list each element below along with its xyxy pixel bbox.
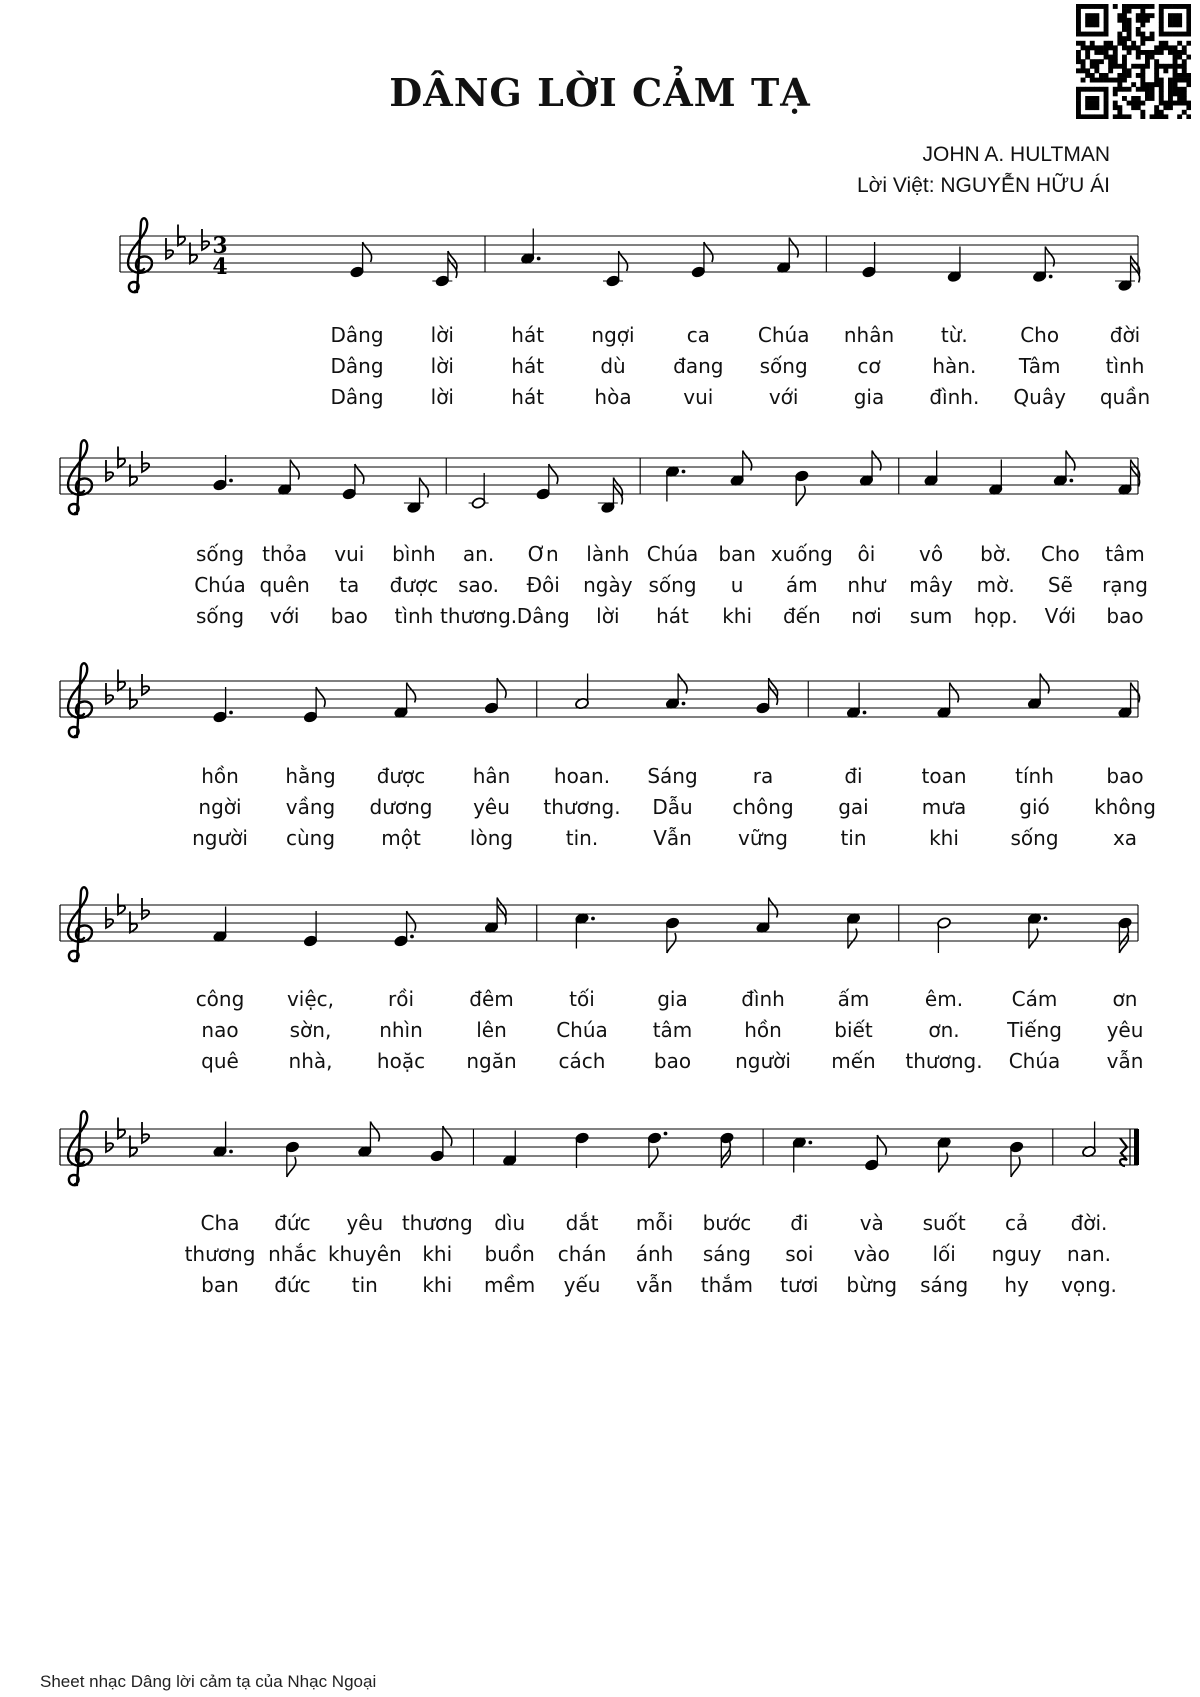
lyric-syllable: Đôi [526, 573, 560, 597]
lyric-syllable: Quây [1013, 385, 1066, 409]
lyric-syllable: bước [702, 1211, 752, 1235]
lyric-syllable: ra [752, 764, 774, 788]
lyric-syllable: vẫn [1106, 1049, 1144, 1073]
lyric-syllable: thương [401, 1211, 473, 1235]
lyric-syllable: yêu [473, 795, 510, 819]
flat-icon [118, 1118, 125, 1139]
lyric-syllable: cơ [857, 354, 881, 378]
augmentation-dot [229, 479, 233, 483]
lyric-syllable: vầng [285, 795, 336, 819]
flat-icon [130, 912, 137, 933]
lyric-syllable: sống [195, 542, 245, 566]
flat-icon [118, 894, 125, 915]
lyric-syllable: nhắc [268, 1242, 317, 1266]
lyric-syllable: với [768, 385, 799, 409]
lyric-syllable: Dâng [330, 323, 384, 347]
flat-icon [178, 225, 185, 246]
lyricist-credit: Lời Việt: NGUYỄN HỮU ÁI [856, 174, 1110, 197]
lyric-syllable: bao [653, 1049, 692, 1073]
lyric-syllable: tối [569, 987, 595, 1011]
flat-icon [142, 898, 149, 919]
lyric-syllable: đình [741, 987, 785, 1011]
lyric-syllable: tình [1105, 354, 1145, 378]
lyric-syllable: nhân [843, 323, 895, 347]
note-flag [287, 1157, 296, 1177]
augmentation-dot [591, 917, 595, 921]
lyric-syllable: vững [738, 826, 788, 850]
lyric-syllable: buồn [484, 1242, 535, 1266]
lyric-syllable: xuống [770, 542, 833, 566]
note-flag [667, 933, 676, 953]
flat-icon [118, 670, 125, 691]
note-flag [1011, 1157, 1020, 1177]
lyric-syllable: sống [759, 354, 808, 378]
lyric-syllable: quần [1099, 385, 1151, 409]
lyric-syllable: bờ. [980, 542, 1012, 566]
lyric-syllable: đình. [929, 385, 980, 409]
lyric-syllable: yếu [563, 1273, 601, 1297]
lyric-syllable: nao [201, 1018, 239, 1042]
lyric-syllable: ca [686, 323, 710, 347]
augmentation-dot [537, 257, 541, 261]
lyric-syllable: ngăn [466, 1049, 517, 1073]
lyric-syllable: dương [369, 795, 433, 819]
lyric-syllable: toan [921, 764, 967, 788]
flat-icon [190, 243, 197, 264]
lyric-syllable: suốt [922, 1211, 966, 1235]
lyric-syllable: Chúa [646, 542, 699, 566]
treble-clef-icon [128, 218, 152, 292]
lyric-syllable: một [381, 826, 421, 850]
lyric-syllable: tươi [780, 1273, 819, 1297]
lyric-syllable: Dâng [330, 354, 384, 378]
lyric-syllable: hy [1004, 1273, 1029, 1297]
final-barline-thick [1134, 1129, 1139, 1165]
lyric-syllable: sáng [702, 1242, 751, 1266]
lyric-syllable: người [192, 826, 248, 850]
lyric-syllable: xa [1112, 826, 1138, 850]
time-signature-top: 3 [212, 233, 228, 259]
treble-clef-icon [68, 887, 92, 961]
augmentation-dot [682, 702, 686, 706]
augmentation-dot [682, 470, 686, 474]
lyric-syllable: thỏa [262, 542, 308, 566]
lyric-syllable: như [847, 573, 886, 597]
lyric-syllable: hoặc [376, 1049, 426, 1073]
lyric-syllable: tâm [1105, 542, 1145, 566]
lyric-syllable: Chúa [556, 1018, 608, 1042]
lyric-syllable: lên [476, 1018, 507, 1042]
lyric-syllable: ấm [837, 987, 870, 1011]
flat-icon [106, 683, 113, 704]
lyric-syllable: hát [511, 385, 545, 409]
lyric-syllable: bao [1106, 604, 1144, 628]
flat-icon [202, 229, 209, 250]
lyric-syllable: chông [732, 795, 794, 819]
lyric-syllable: gia [853, 385, 885, 409]
lyric-syllable: đời. [1070, 1211, 1108, 1235]
flat-icon [142, 451, 149, 472]
lyric-syllable: Tiếng [1007, 1018, 1062, 1042]
lyric-syllable: mây [909, 573, 953, 597]
lyric-syllable: soi [785, 1242, 814, 1266]
lyric-syllable: Sẽ [1047, 573, 1073, 597]
lyric-syllable: hòa [594, 385, 632, 409]
lyric-syllable: ôi [857, 542, 876, 566]
treble-clef-icon [68, 663, 92, 737]
lyric-syllable: đời [1109, 323, 1141, 347]
lyric-syllable: từ. [940, 323, 968, 347]
lyric-syllable: nhìn [379, 1018, 423, 1042]
lyric-syllable: đang [673, 354, 724, 378]
lyric-syllable: u [730, 573, 744, 597]
lyric-syllable: chán [557, 1242, 607, 1266]
lyric-syllable: khuyên [327, 1242, 402, 1266]
lyric-syllable: hồn [201, 764, 239, 788]
lyric-syllable: vô [919, 542, 944, 566]
lyric-syllable: khi [929, 826, 959, 850]
lyric-syllable: lời [430, 354, 455, 378]
lyric-syllable: nguy [991, 1242, 1042, 1266]
lyric-syllable: Vẫn [653, 826, 692, 850]
lyric-syllable: Dâng [516, 604, 570, 628]
flat-icon [118, 447, 125, 468]
lyric-syllable: được [389, 573, 439, 597]
lyric-syllable: hồn [744, 1018, 782, 1042]
lyric-syllable: dắt [565, 1211, 599, 1235]
lyric-syllable: quên [259, 573, 310, 597]
lyric-syllable: tin [840, 826, 867, 850]
lyric-syllable: nơi [851, 604, 882, 628]
lyric-syllable: hát [511, 323, 545, 347]
flat-icon [130, 465, 137, 486]
lyric-syllable: khi [722, 604, 753, 628]
lyric-syllable: mưa [921, 795, 967, 819]
lyric-syllable: Chúa [1008, 1049, 1061, 1073]
lyric-syllable: yêu [346, 1211, 384, 1235]
lyric-syllable: gió [1019, 795, 1050, 819]
lyric-syllable: lòng [469, 826, 514, 850]
lyric-syllable: lời [430, 323, 455, 347]
lyric-syllable: sáng [920, 1273, 969, 1297]
flat-icon [130, 688, 137, 709]
note-flag [796, 486, 805, 506]
lyric-syllable: lời [596, 604, 620, 628]
lyric-syllable: hàn. [932, 354, 977, 378]
lyric-syllable: Dẫu [652, 795, 693, 819]
lyric-syllable: ta [339, 573, 360, 597]
lyric-syllable: ban [718, 542, 756, 566]
lyric-syllable: công [195, 987, 245, 1011]
lyric-syllable: rồi [387, 987, 415, 1011]
lyric-syllable: ngày [583, 573, 633, 597]
lyric-syllable: Tâm [1018, 354, 1061, 378]
lyric-syllable: sờn, [289, 1018, 332, 1042]
lyric-syllable: sao. [458, 573, 500, 597]
lyric-syllable: đến [782, 604, 821, 628]
lyric-syllable: mềm [484, 1273, 536, 1297]
lyric-syllable: gai [838, 795, 869, 819]
quarter-rest-icon [1120, 1138, 1127, 1166]
augmentation-dot [229, 711, 233, 715]
lyric-syllable: cả [1004, 1211, 1029, 1235]
lyric-syllable: an. [462, 542, 495, 566]
lyric-syllable: Ơn [527, 542, 559, 566]
lyric-syllable: khi [422, 1242, 453, 1266]
lyric-syllable: cùng [285, 826, 336, 850]
lyric-syllable: mờ. [976, 573, 1015, 597]
lyric-syllable: rạng [1102, 573, 1148, 597]
lyric-syllable: sống [195, 604, 245, 628]
lyric-syllable: sống [1010, 826, 1059, 850]
lyric-syllable: thương. [439, 604, 518, 628]
lyric-syllable: thương. [543, 795, 621, 819]
lyric-syllable: biết [834, 1018, 873, 1042]
lyric-syllable: Cho [1020, 323, 1060, 347]
lyric-syllable: vẫn [636, 1273, 673, 1297]
lyric-syllable: gia [657, 987, 688, 1011]
lyric-syllable: Chúa [757, 323, 810, 347]
flat-icon [142, 674, 149, 695]
lyric-syllable: Dâng [330, 385, 384, 409]
lyric-syllable: dù [600, 354, 626, 378]
lyric-syllable: Cha [200, 1211, 240, 1235]
flat-icon [106, 907, 113, 928]
lyric-syllable: người [735, 1049, 791, 1073]
lyric-syllable: Chúa [194, 573, 246, 597]
lyric-syllable: ban [201, 1273, 239, 1297]
lyric-syllable: đêm [469, 987, 514, 1011]
lyric-syllable: thắm [700, 1273, 754, 1297]
lyric-syllable: hát [656, 604, 689, 628]
lyric-syllable: nan. [1067, 1242, 1111, 1266]
lyric-syllable: sống [648, 573, 697, 597]
lyric-syllable: lối [932, 1242, 956, 1266]
lyric-syllable: nhà, [288, 1049, 333, 1073]
lyric-syllable: mỗi [635, 1211, 674, 1235]
lyric-syllable: tin [351, 1273, 378, 1297]
augmentation-dot [808, 1141, 812, 1145]
lyric-syllable: họp. [973, 604, 1018, 628]
flat-icon [106, 1131, 113, 1152]
flat-icon [130, 1136, 137, 1157]
lyric-syllable: tình [394, 604, 434, 628]
lyric-syllable: lời [430, 385, 455, 409]
lyric-syllable: và [859, 1211, 884, 1235]
time-signature-bottom: 4 [212, 254, 228, 280]
lyric-syllable: vọng. [1061, 1273, 1117, 1297]
composer-credit: JOHN A. HULTMAN [922, 143, 1110, 166]
augmentation-dot [1049, 275, 1053, 279]
flat-icon [106, 460, 113, 481]
lyric-syllable: vui [334, 542, 365, 566]
lyric-syllable: cách [558, 1049, 606, 1073]
lyric-syllable: êm. [924, 987, 964, 1011]
lyric-syllable: ánh [635, 1242, 674, 1266]
lyric-syllable: dìu [494, 1211, 526, 1235]
lyric-syllable: bao [1106, 764, 1144, 788]
lyric-syllable: đi [844, 764, 863, 788]
lyric-syllable: tính [1015, 764, 1054, 788]
lyric-syllable: việc, [286, 987, 335, 1011]
lyric-syllable: không [1094, 795, 1156, 819]
lyric-syllable: tin. [565, 826, 599, 850]
lyric-syllable: bao [330, 604, 368, 628]
lyric-syllable: Cám [1011, 987, 1058, 1011]
lyric-syllable: tâm [652, 1018, 693, 1042]
lyric-syllable: ngợi [591, 323, 635, 347]
lyric-syllable: quê [201, 1049, 239, 1073]
lyric-syllable: hát [511, 354, 545, 378]
lyric-syllable: hoan. [553, 764, 611, 788]
lyric-syllable: đức [274, 1211, 311, 1235]
treble-clef-icon [68, 440, 92, 514]
lyric-syllable: thương [184, 1242, 256, 1266]
lyric-syllable: vào [853, 1242, 890, 1266]
lyric-syllable: ơn [1112, 987, 1138, 1011]
lyric-syllable: hân [472, 764, 511, 788]
flat-icon [142, 1122, 149, 1143]
lyric-syllable: sum [909, 604, 953, 628]
lyric-syllable: mến [831, 1049, 876, 1073]
lyric-syllable: ám [785, 573, 818, 597]
lyric-syllable: yêu [1106, 1018, 1144, 1042]
flat-icon [166, 238, 173, 259]
augmentation-dot [1069, 479, 1073, 483]
lyric-syllable: Với [1044, 604, 1077, 628]
treble-clef-icon [68, 1111, 92, 1185]
augmentation-dot [1044, 917, 1048, 921]
lyric-syllable: bình [392, 542, 436, 566]
lyric-syllable: vui [683, 385, 714, 409]
lyric-syllable: ngời [198, 795, 242, 819]
lyric-syllable: được [376, 764, 426, 788]
footer-caption: Sheet nhạc Dâng lời cảm tạ của Nhạc Ngoại [40, 1672, 377, 1691]
augmentation-dot [863, 711, 867, 715]
lyric-syllable: khi [422, 1273, 453, 1297]
lyric-syllable: ơn. [928, 1018, 960, 1042]
lyric-syllable: hằng [285, 764, 336, 788]
lyric-syllable: với [269, 604, 300, 628]
augmentation-dot [410, 935, 414, 939]
lyric-syllable: đức [274, 1273, 311, 1297]
augmentation-dot [664, 1132, 668, 1136]
lyric-syllable: Cho [1040, 542, 1080, 566]
lyric-syllable: Sáng [647, 764, 698, 788]
song-title: DÂNG LỜI CẢM TẠ [389, 70, 811, 115]
lyric-syllable: thương. [905, 1049, 983, 1073]
lyric-syllable: bừng [846, 1273, 898, 1297]
lyric-syllable: lành [586, 542, 630, 566]
lyric-syllable: đi [790, 1211, 809, 1235]
augmentation-dot [229, 1150, 233, 1154]
